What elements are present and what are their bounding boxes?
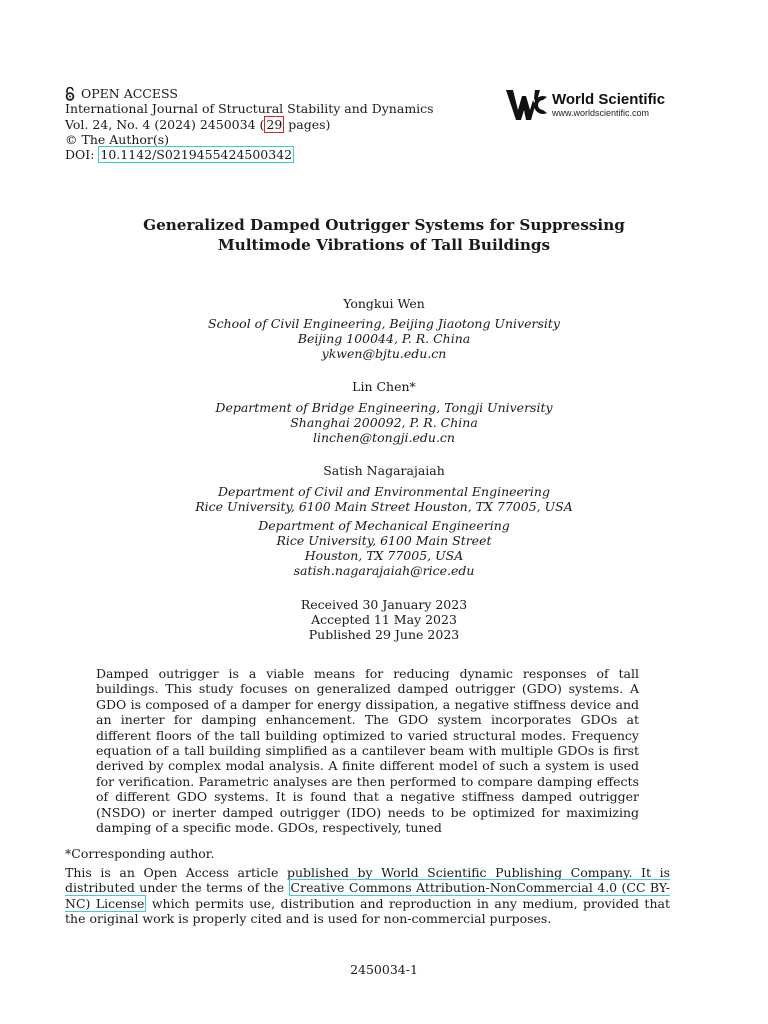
affiliation-line: Shanghai 200092, P. R. China bbox=[290, 415, 478, 430]
volume-prefix: Vol. 24, No. 4 (2024) 2450034 ( bbox=[65, 116, 265, 132]
affiliation-line: Department of Mechanical Engineering bbox=[258, 518, 510, 533]
title-line-1: Generalized Damped Outrigger Systems for Suppressing bbox=[143, 216, 625, 234]
published-date: Published 29 June 2023 bbox=[308, 627, 460, 642]
open-access-label: OPEN ACCESS bbox=[81, 86, 178, 101]
publisher-logo[interactable] bbox=[506, 88, 665, 122]
copyright-icon: © bbox=[65, 131, 78, 147]
author-email: satish.nagarajaiah@rice.edu bbox=[293, 563, 475, 578]
author-name: Satish Nagarajaiah bbox=[323, 463, 445, 478]
doi-label: DOI: bbox=[65, 147, 99, 163]
license-link[interactable]: Creative Commons Attribution-NonCommercial 4.0 (CC BY-NC) License bbox=[65, 880, 670, 911]
license-text-before: This is an Open Access article published by World Scientific Publishing Company. It is distributed under the terms of the bbox=[65, 865, 670, 896]
paper-title bbox=[0, 215, 768, 255]
volume-info bbox=[65, 117, 434, 132]
logo-text bbox=[552, 92, 665, 119]
journal-name: International Journal of Structural Stability and Dynamics bbox=[65, 101, 434, 117]
copyright-text: The Author(s) bbox=[81, 131, 170, 147]
author-email: ykwen@bjtu.edu.cn bbox=[321, 346, 447, 361]
author-affiliation bbox=[0, 484, 768, 514]
doi-link[interactable]: 10.1142/S0219455424500342 bbox=[100, 147, 293, 163]
author-name: Yongkui Wen bbox=[343, 296, 425, 311]
article-header bbox=[65, 86, 434, 162]
affiliation-line: Department of Civil and Environmental Engineering bbox=[218, 484, 550, 499]
affiliation-line: Houston, TX 77005, USA bbox=[304, 548, 464, 563]
open-access-icon bbox=[65, 87, 75, 101]
volume-suffix: pages) bbox=[284, 116, 331, 132]
author-affiliation bbox=[0, 400, 768, 445]
affiliation-line: School of Civil Engineering, Beijing Jiaotong University bbox=[208, 316, 560, 331]
logo-name: World Scientific bbox=[552, 90, 666, 108]
publication-dates bbox=[0, 597, 768, 642]
title-line-2: Multimode Vibrations of Tall Buildings bbox=[217, 236, 551, 254]
page-count-link[interactable]: 29 bbox=[266, 116, 283, 132]
copyright-line bbox=[65, 132, 434, 147]
affiliation-line: Rice University, 6100 Main Street Houston, TX 77005, USA bbox=[195, 499, 573, 514]
accepted-date: Accepted 11 May 2023 bbox=[311, 612, 457, 627]
logo-url: www.worldscientific.com bbox=[552, 107, 650, 118]
author-affiliation bbox=[0, 316, 768, 361]
affiliation-line: Rice University, 6100 Main Street bbox=[276, 533, 492, 548]
affiliation-line: Beijing 100044, P. R. China bbox=[297, 331, 471, 346]
affiliation-line: Department of Bridge Engineering, Tongji University bbox=[215, 400, 553, 415]
received-date: Received 30 January 2023 bbox=[300, 597, 468, 612]
doi-line bbox=[65, 147, 434, 162]
author-name: Lin Chen* bbox=[352, 379, 416, 394]
world-scientific-icon bbox=[506, 88, 548, 122]
open-access-row bbox=[65, 86, 434, 101]
abstract-text: Damped outrigger is a viable means for reducing dynamic responses of tall buildings. This study focuses on generalized damped outrigger (GDO) systems. A GDO is composed of a damper for energy dissipation, a negative stiffness device and an inerter for damping enhancement. The GDO system incorporates GDOs at different floors of the tall building optimized to varied structural modes. Frequency equation of a tall building simplified as a cantilever beam with multiple GDOs is first derived by complex modal analysis. A finite different model of such a system is used for verification. Parametric analyses are then performed to compare damping effects of different GDO systems. It is found that a negative stiffness damped outrigger (NSDO) or inerter damped outrigger (IDO) needs to be optimized for maximizing damping of a specific mode. GDOs, respectively, tuned bbox=[96, 666, 639, 836]
author-affiliation-2 bbox=[0, 518, 768, 578]
page-number: 2450034-1 bbox=[350, 962, 418, 977]
license-text-after: which permits use, distribution and reproduction in any medium, provided that the original work is properly cited and is used for non-commercial purposes. bbox=[65, 895, 670, 926]
author-email: linchen@tongji.edu.cn bbox=[313, 430, 455, 445]
corresponding-footnote: *Corresponding author. bbox=[65, 846, 215, 861]
license-footnote bbox=[65, 865, 670, 926]
